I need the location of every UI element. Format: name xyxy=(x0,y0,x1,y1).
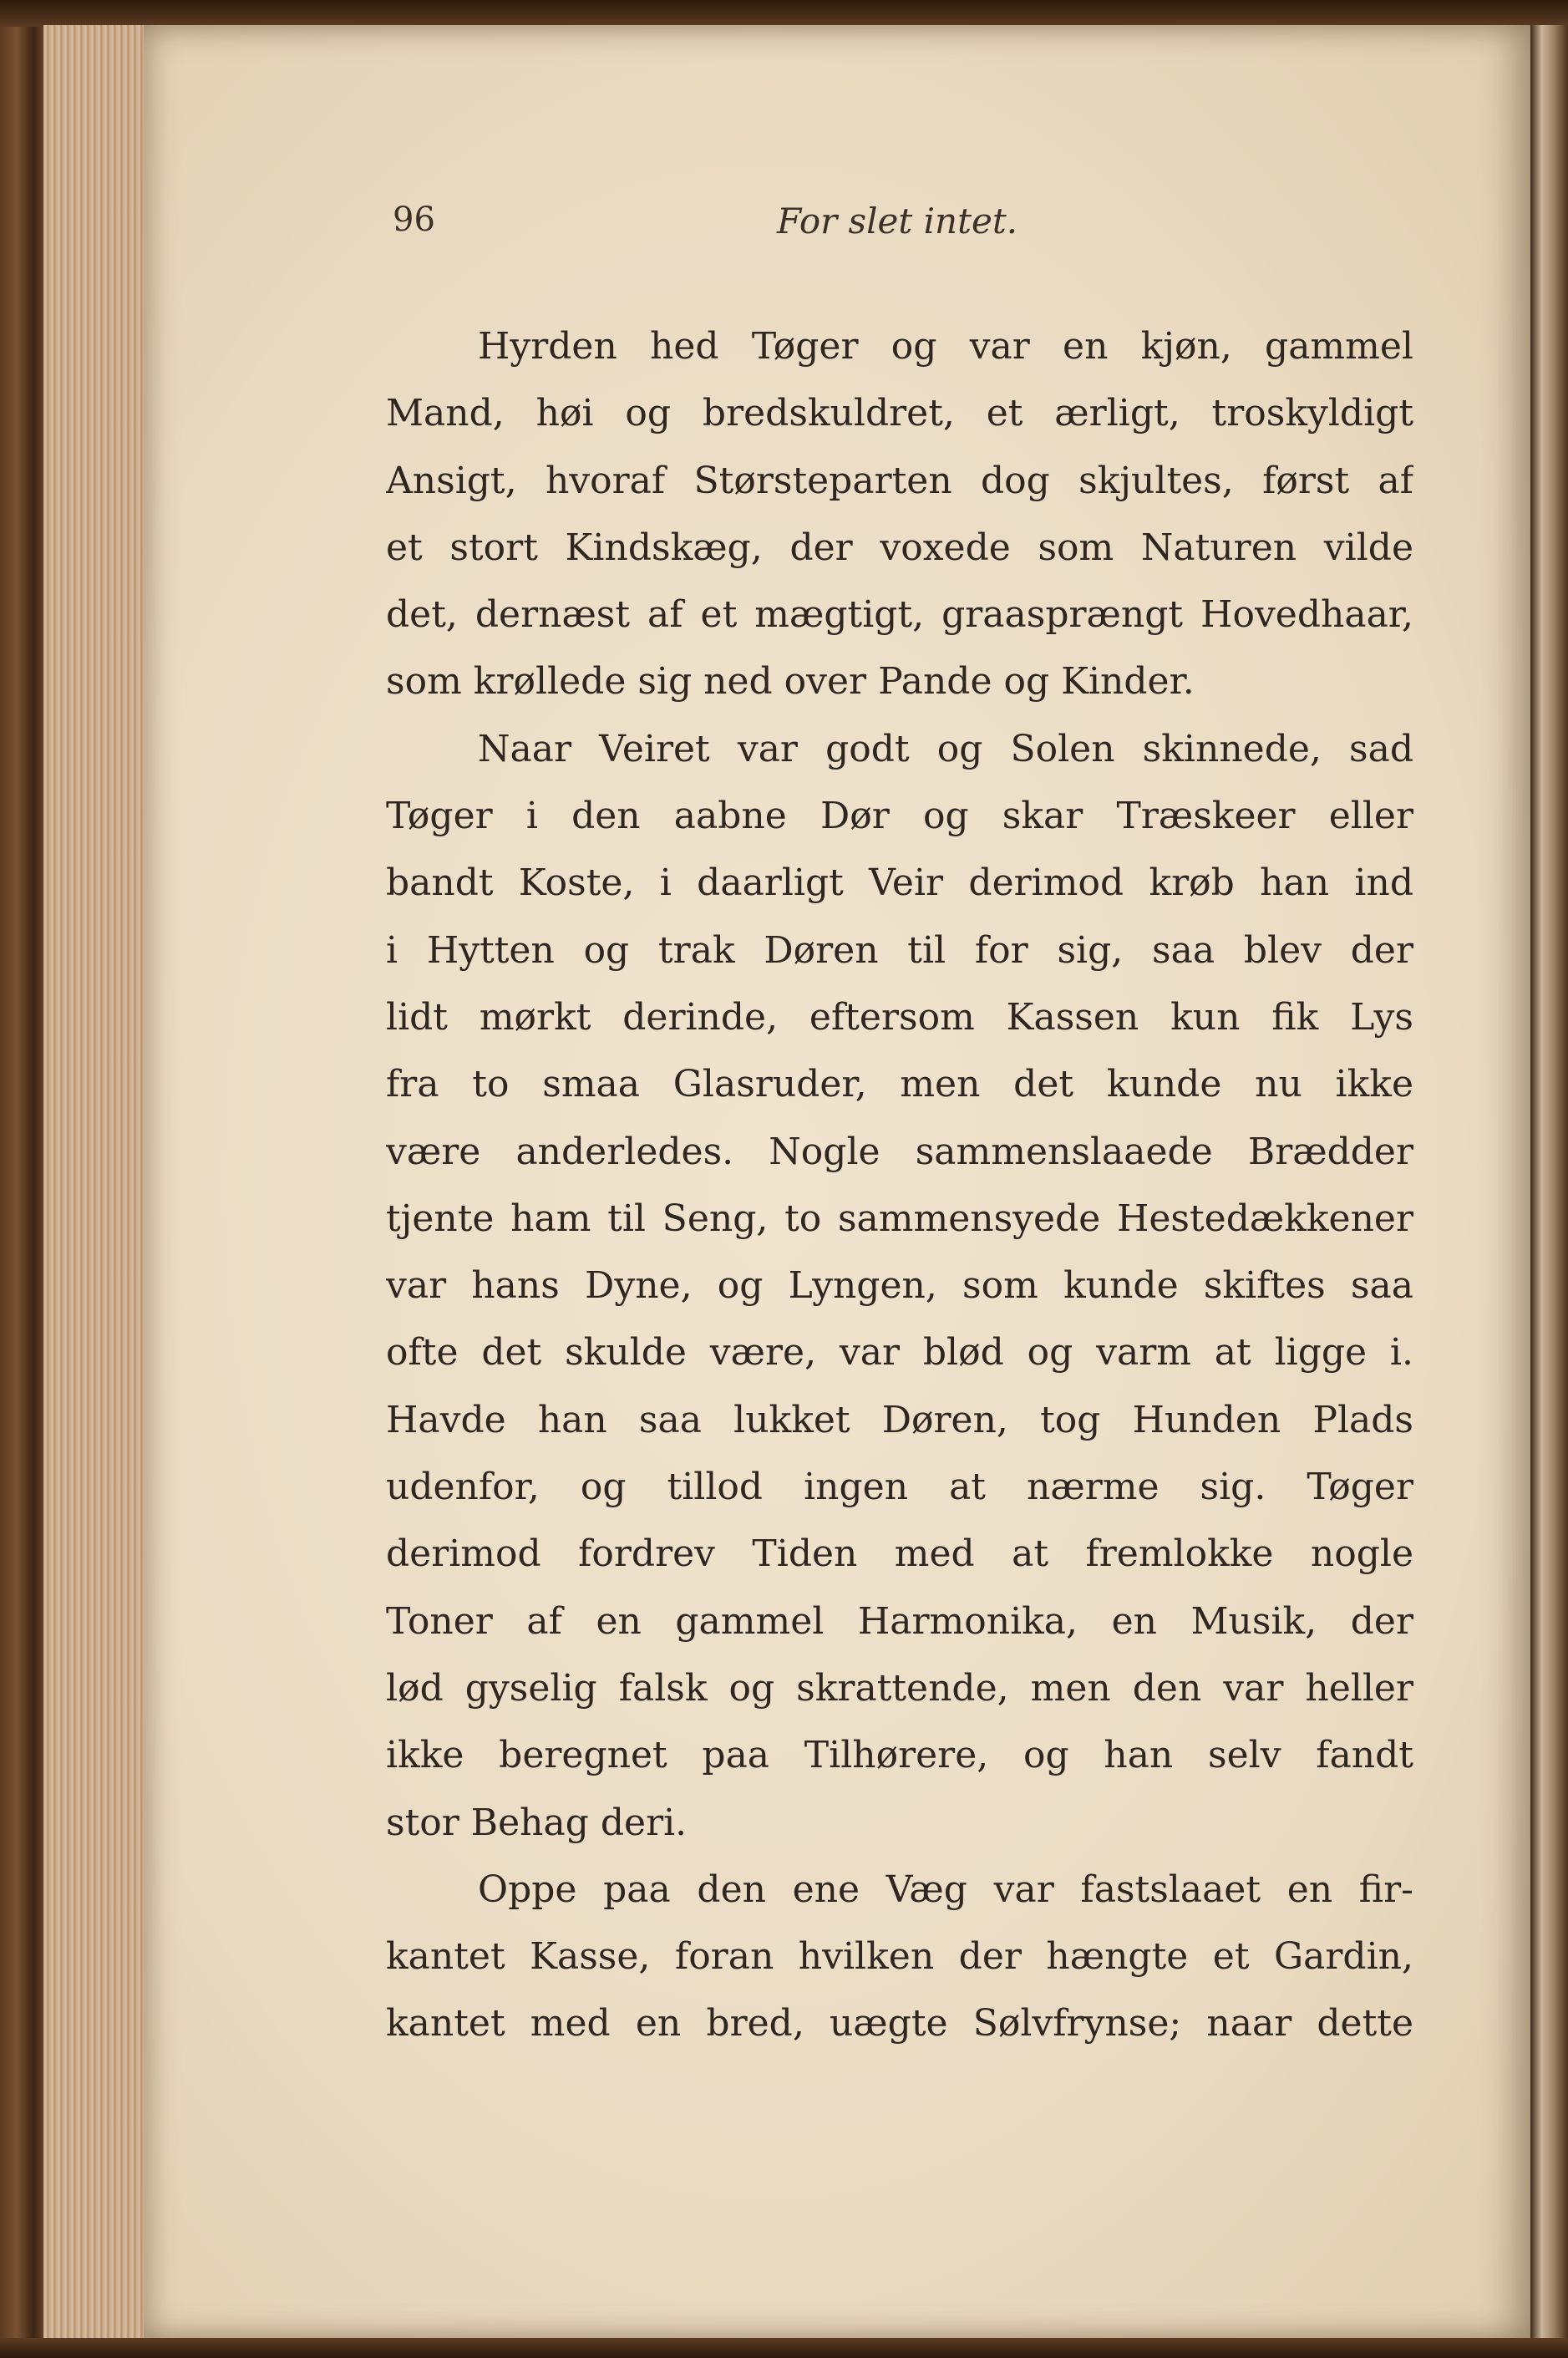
text-line: kantet Kasse, foran hvilken der hængte et Gardin, xyxy=(386,1935,1413,1979)
text-line: Havde han saa lukket Døren, tog Hunden Plads xyxy=(386,1398,1413,1441)
text-line: ofte det skulde være, var blød og varm at ligge i. xyxy=(386,1331,1413,1375)
text-line: være anderledes. Nogle sammenslaaede Brædder xyxy=(386,1130,1413,1173)
text-line: Hyrden hed Tøger og var en kjøn, gammel xyxy=(478,325,1413,368)
text-line: stor Behag deri. xyxy=(386,1801,688,1844)
text-line: Mand, høi og bredskuldret, et ærligt, troskyldigt xyxy=(386,392,1413,435)
text-line: lidt mørkt derinde, eftersom Kassen kun fik Lys xyxy=(386,995,1413,1039)
text-line: udenfor, og tillod ingen at nærme sig. Tøger xyxy=(386,1466,1413,1509)
body-text xyxy=(386,313,1413,2058)
book-top-edge xyxy=(0,0,1568,27)
page-header xyxy=(393,201,1420,251)
page-number: 96 xyxy=(393,201,435,239)
text-line: Ansigt, hvoraf Størsteparten dog skjultes, først af xyxy=(386,459,1413,502)
text-line: var hans Dyne, og Lyngen, som kunde skiftes saa xyxy=(386,1264,1413,1308)
running-title: For slet intet. xyxy=(777,201,1018,241)
text-line: et stort Kindskæg, der voxede som Naturen vilde xyxy=(386,526,1413,569)
text-line: det, dernæst af et mægtigt, graasprængt Hovedhaar, xyxy=(386,593,1413,637)
text-line: bandt Koste, i daarligt Veir derimod krøb han ind xyxy=(386,861,1413,905)
text-line: Tøger i den aabne Dør og skar Træskeer eller xyxy=(386,795,1413,838)
text-line: fra to smaa Glasruder, men det kunde nu ikke xyxy=(386,1063,1413,1106)
book-bottom-edge xyxy=(0,2338,1568,2358)
text-line: som krøllede sig ned over Pande og Kinder. xyxy=(386,660,1195,704)
text-line: tjente ham til Seng, to sammensyede Hestedækkener xyxy=(386,1197,1413,1240)
text-line: ikke beregnet paa Tilhørere, og han selv fandt xyxy=(386,1734,1413,1777)
book-right-edge xyxy=(1530,25,1568,2340)
text-line: i Hytten og trak Døren til for sig, saa blev der xyxy=(386,928,1413,972)
text-line: Naar Veiret var godt og Solen skinnede, sad xyxy=(478,727,1413,770)
text-line: Toner af en gammel Harmonika, en Musik, der xyxy=(386,1599,1413,1643)
text-line: kantet med en bred, uægte Sølvfrynse; naar dette xyxy=(386,2002,1413,2045)
page-stack-edge xyxy=(43,25,145,2340)
text-line: derimod fordrev Tiden med at fremlokke nogle xyxy=(386,1532,1413,1576)
text-line: Oppe paa den ene Væg var fastslaaet en fir- xyxy=(478,1868,1413,1911)
text-line: lød gyselig falsk og skrattende, men den var heller xyxy=(386,1666,1413,1710)
